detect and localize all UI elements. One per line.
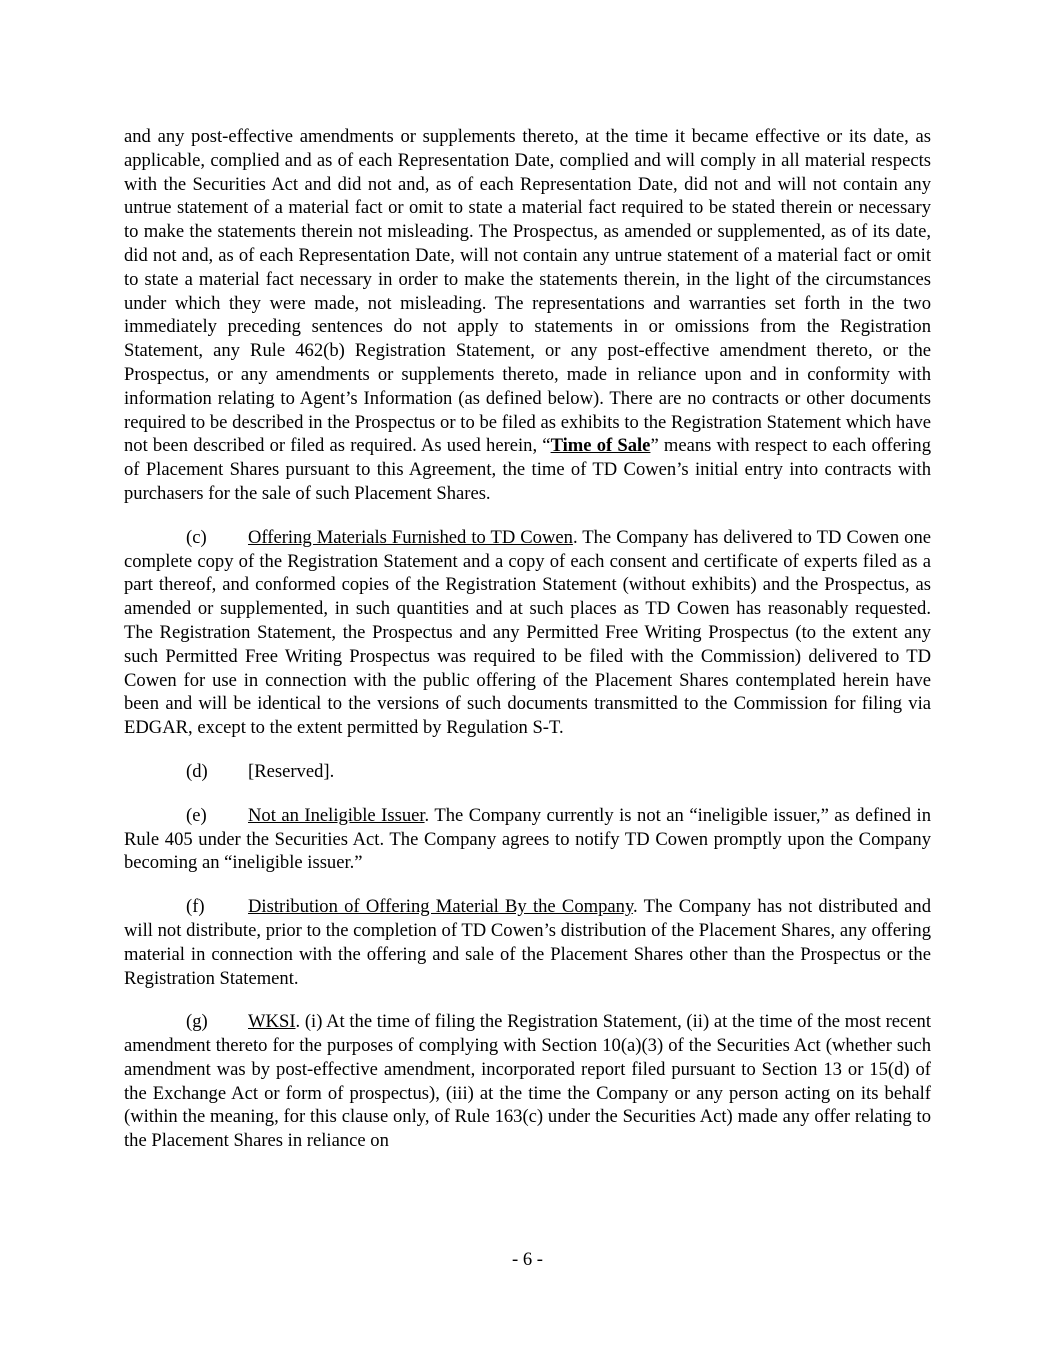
- page-number: - 6 -: [512, 1249, 543, 1270]
- continuation-paragraph: [124, 125, 931, 506]
- section-f-paragraph: [124, 895, 931, 990]
- section-c-heading: Offering Materials Furnished to TD Cowen: [248, 526, 573, 548]
- continuation-text-before: and any post-effective amendments or supplements thereto, at the time it became effective or its date, as applicable, complied and as of each Representation Date, complied and will comply in all material respects with the Securities Act and did not and, as of each Representation Date, did not and will not contain any untrue statement of a material fact or omit to state a material fact required to be stated therein or necessary to make the statements therein not misleading. The Prospectus, as amended or supplemented, as of its date, did not and, as of each Representation Date, will not contain any untrue statement of a material fact or omit to state a material fact necessary in order to make the statements therein, in the light of the circumstances under which they were made, not misleading. The representations and warranties set forth in the two immediately preceding sentences do not apply to statements in or omissions from the Registration Statement, any Rule 462(b) Registration Statement, or any post-effective amendment thereto, or the Prospectus, or any amendments or supplements thereto, made in reliance upon and in conformity with information relating to Agent’s Information (as defined below). There are no contracts or other documents required to be described in the Prospectus or to be filed as exhibits to the Registration Statement which have not been described or filed as required. As used herein, “: [124, 126, 931, 457]
- section-g-label: (g): [186, 1011, 208, 1033]
- section-g-body: . (i) At the time of filing the Registration Statement, (ii) at the time of the most recent amendment thereto for the purposes of complying with Section 10(a)(3) of the Securities Act (whether such amendment was by post-effective amendment, incorporated report filed pursuant to Section 13 or 15(d) of the Exchange Act or form of prospectus), (iii) at the time the Company or any person acting on its behalf (within the meaning, for this clause only, of Rule 163(c) under the Securities Act) made any offer relating to the Placement Shares in reliance on: [124, 1011, 931, 1152]
- section-e-paragraph: [124, 804, 931, 875]
- section-c-label: (c): [186, 526, 207, 548]
- section-d-label: (d): [186, 760, 208, 782]
- section-g-paragraph: [124, 1010, 931, 1153]
- section-c-paragraph: [124, 526, 931, 740]
- section-e-label: (e): [186, 804, 207, 826]
- section-d-body: [Reserved].: [248, 760, 335, 782]
- defined-term-time-of-sale: Time of Sale: [550, 435, 651, 457]
- section-e-heading: Not an Ineligible Issuer: [248, 804, 425, 826]
- section-e-body: . The Company currently is not an “ineligible issuer,” as defined in Rule 405 under the Securities Act. The Company agrees to notify TD Cowen promptly upon the Company becoming an “ineligible issuer.”: [124, 804, 931, 874]
- document-page: [124, 125, 931, 1153]
- section-f-label: (f): [186, 896, 205, 918]
- section-c-body: . The Company has delivered to TD Cowen one complete copy of the Registration Statement and a copy of each consent and certificate of experts filed as a part thereof, and conformed copies of the Registration Statement (without exhibits) and the Prospectus, as amended or supplemented, in such quantities and at such places as TD Cowen has reasonably requested. The Registration Statement, the Prospectus and any Permitted Free Writing Prospectus (to the extent any such Permitted Free Writing Prospectus was required to be filed with the Commission) delivered to TD Cowen for use in connection with the public offering of the Placement Shares contemplated herein have been and will be identical to the versions of such documents transmitted to the Commission for filing via EDGAR, except to the extent permitted by Regulation S-T.: [124, 526, 932, 739]
- section-d-paragraph: [124, 760, 931, 784]
- section-f-body: . The Company has not distributed and will not distribute, prior to the completion of TD Cowen’s distribution of the Placement Shares, any offering material in connection with the offering and sale of the Placement Shares other than the Prospectus or the Registration Statement.: [124, 896, 931, 989]
- section-g-heading: WKSI: [248, 1011, 296, 1033]
- section-f-heading: Distribution of Offering Material By the Company: [248, 896, 634, 918]
- continuation-text-after: ” means with respect to each offering of Placement Shares pursuant to this Agreement, the time of TD Cowen’s initial entry into contracts with purchasers for the sale of such Placement Shares.: [124, 435, 932, 504]
